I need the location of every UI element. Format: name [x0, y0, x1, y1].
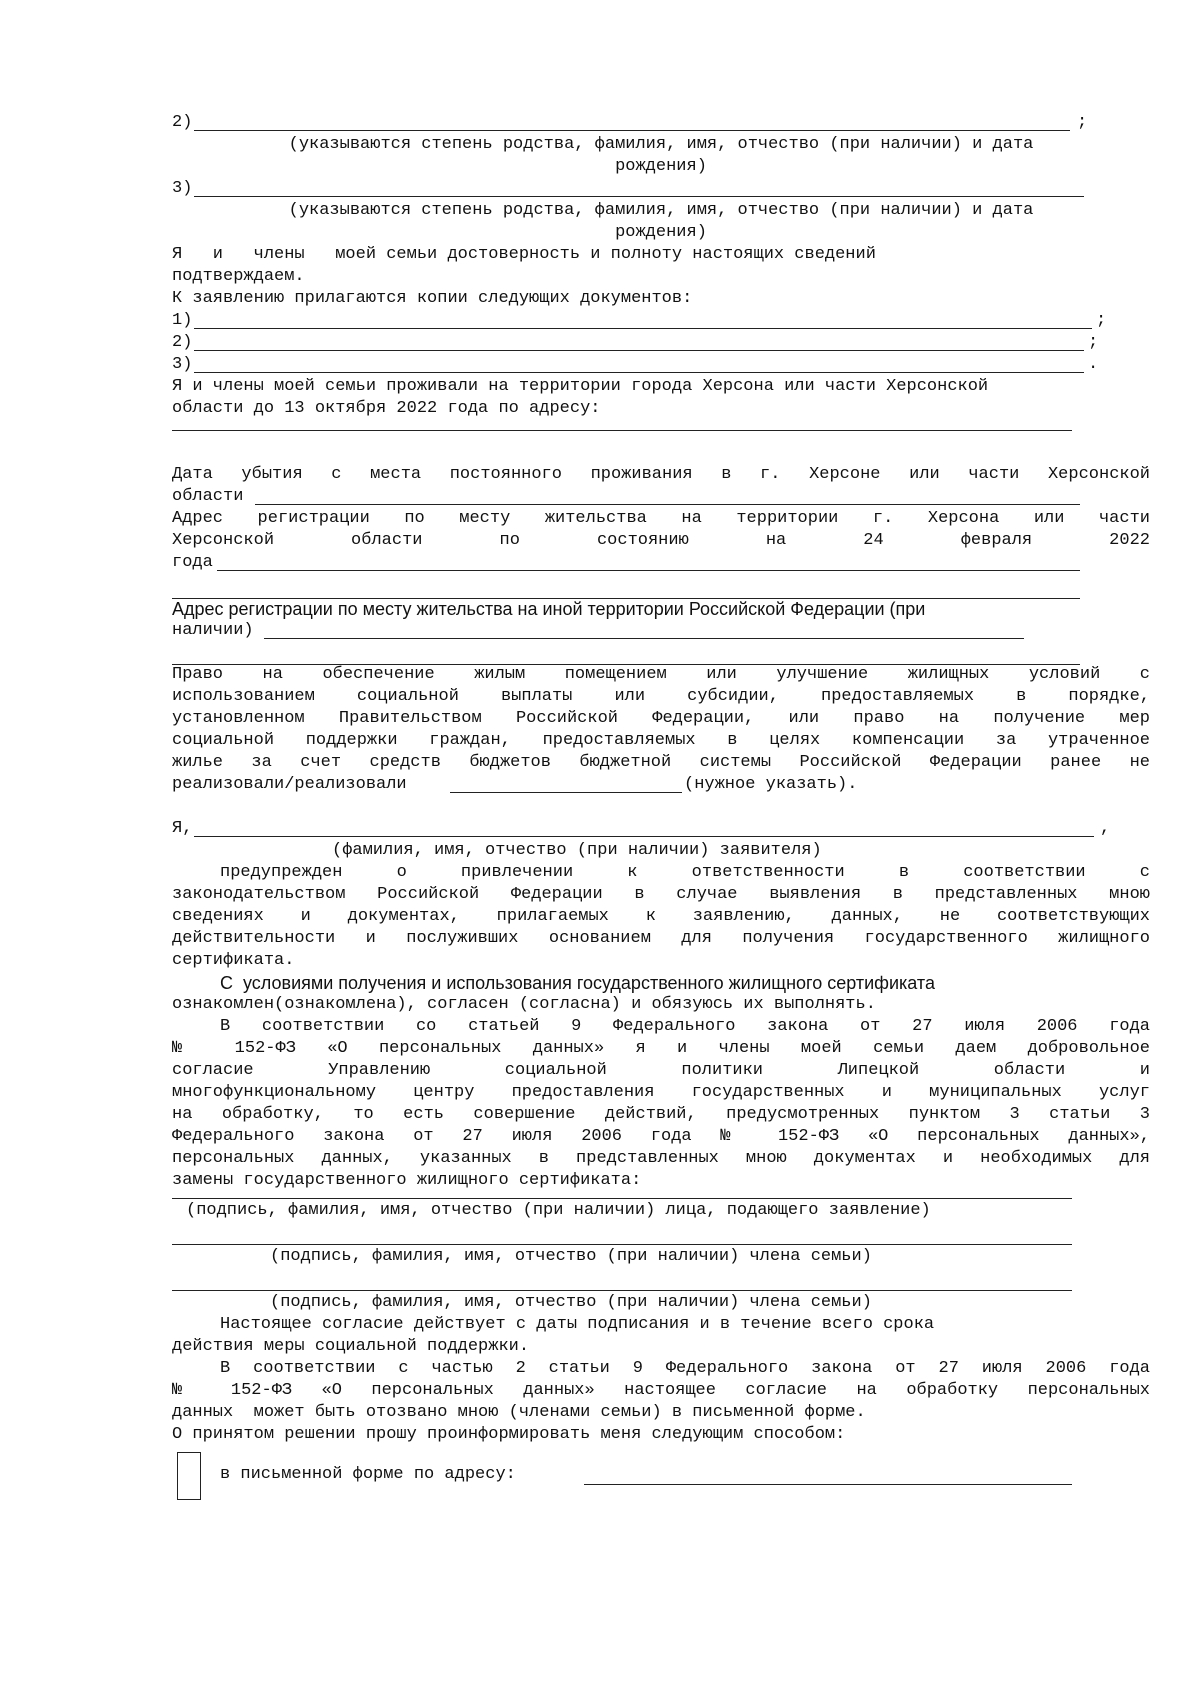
departure-date-field[interactable] [255, 504, 1080, 505]
member-2-number: 2) [172, 113, 193, 132]
right-text-4: социальной поддержки граждан, предоставляемых в целях компенсации за утраченное [172, 731, 1150, 750]
consent-text-7: персональных данных, указанных в представленных мною документах и необходимых для [172, 1149, 1150, 1168]
member-3-hint: (указываются степень родства, фамилия, имя, отчество (при наличии) и дата [288, 201, 1034, 220]
signature-member-1-field[interactable] [172, 1244, 1072, 1245]
member-3-field[interactable] [194, 196, 1084, 197]
registration-other-field[interactable] [264, 638, 1024, 639]
registration-kherson-text-end: года [172, 553, 213, 572]
right-text-6: реализовали/реализовали [172, 775, 407, 794]
member-2-field[interactable] [194, 130, 1070, 131]
signature-member-2-field[interactable] [172, 1290, 1072, 1291]
warning-text-3: сведениях и документах, прилагаемых к заявлению, данных, не соответствующих [172, 907, 1150, 926]
attachment-1-number: 1) [172, 311, 193, 330]
attachment-2-field[interactable] [194, 350, 1084, 351]
consent-text-6: Федерального закона от 27 июля 2006 года № 152-ФЗ «О персональных данных», [172, 1127, 1150, 1146]
conditions-text-2: ознакомлен(ознакомлена), согласен (согласна) и обязуюсь их выполнять. [172, 995, 876, 1014]
warning-text-4: действительности и послуживших основанием для получения государственного жилищного [172, 929, 1150, 948]
withdrawal-text-3: данных может быть отозвано мною (членами семьи) в письменной форме. [172, 1403, 866, 1422]
warning-text-1: предупрежден о привлечении к ответственности в соответствии с [220, 863, 1150, 882]
attachment-2-number: 2) [172, 333, 193, 352]
registration-kherson-text-cont: Херсонской области по состоянию на 24 февраля 2022 [172, 531, 1150, 550]
right-text-3: установленном Правительством Российской Федерации, или право на получение мер [172, 709, 1150, 728]
right-choice-field[interactable] [450, 792, 682, 793]
attachment-2-end: ; [1088, 333, 1099, 352]
attachment-3-number: 3) [172, 355, 193, 374]
residence-text-cont: области до 13 октября 2022 года по адресу: [172, 399, 601, 418]
consent-text-4: многофункциональному центру предоставления государственных и муниципальных услуг [172, 1083, 1150, 1102]
written-form-checkbox[interactable] [177, 1452, 201, 1500]
applicant-prefix: Я, [172, 819, 193, 838]
departure-text-cont: области [172, 487, 244, 506]
attachment-1-end: ; [1096, 311, 1107, 330]
validity-text-2: действия меры социальной поддержки. [172, 1337, 530, 1356]
right-text-6-end: (нужное указать). [684, 775, 858, 794]
registration-other-text: Адрес регистрации по месту жительства на иной территории Российской Федерации (при [172, 599, 926, 619]
member-2-hint-cont: рождения) [615, 157, 707, 176]
signature-applicant-hint: (подпись, фамилия, имя, отчество (при наличии) лица, подающего заявление) [186, 1201, 931, 1220]
attachment-1-field[interactable] [194, 328, 1092, 329]
member-3-number: 3) [172, 179, 193, 198]
written-form-address-field[interactable] [584, 1484, 1072, 1485]
consent-text-1: В соответствии со статьей 9 Федерального закона от 27 июля 2006 года [220, 1017, 1150, 1036]
residence-text: Я и члены моей семьи проживали на территории города Херсона или части Херсонской [172, 377, 989, 396]
written-form-label: в письменной форме по адресу: [220, 1465, 516, 1484]
warning-text-2: законодательством Российской Федерации в случае выявления в представленных мною [172, 885, 1150, 904]
consent-text-5: на обработку, то есть совершение действий, предусмотренных пунктом 3 статьи 3 [172, 1105, 1150, 1124]
residence-address-field[interactable] [172, 430, 1072, 431]
conditions-text-1: С условиями получения и использования государственного жилищного сертификата [220, 973, 935, 993]
registration-kherson-field[interactable] [217, 570, 1080, 571]
attachments-title: К заявлению прилагаются копии следующих документов: [172, 289, 693, 308]
departure-text: Дата убытия с места постоянного проживания в г. Херсоне или части Херсонской [172, 465, 1150, 484]
registration-kherson-text: Адрес регистрации по месту жительства на территории г. Херсона или части [172, 509, 1150, 528]
confirm-text: Я и члены моей семьи достоверность и полноту настоящих сведений [172, 245, 876, 264]
notify-title: О принятом решении прошу проинформировать меня следующим способом: [172, 1425, 846, 1444]
member-3-row [172, 178, 192, 200]
member-3-hint-cont: рождения) [615, 223, 707, 242]
signature-member-1-hint: (подпись, фамилия, имя, отчество (при наличии) члена семьи) [270, 1247, 872, 1266]
withdrawal-text-1: В соответствии с частью 2 статьи 9 Федерального закона от 27 июля 2006 года [220, 1359, 1150, 1378]
consent-text-2: № 152-ФЗ «О персональных данных» я и члены моей семьи даем добровольное [172, 1039, 1150, 1058]
member-2-row [172, 112, 192, 134]
attachment-3-field[interactable] [194, 372, 1084, 373]
withdrawal-text-2: № 152-ФЗ «О персональных данных» настоящее согласие на обработку персональных [172, 1381, 1150, 1400]
warning-text-5: сертификата. [172, 951, 295, 970]
attachment-3-end: . [1088, 355, 1099, 374]
member-2-end: ; [1077, 113, 1088, 132]
applicant-hint: (фамилия, имя, отчество (при наличии) заявителя) [332, 841, 822, 860]
applicant-name-field[interactable] [194, 836, 1094, 837]
right-text-2: использованием социальной выплаты или субсидии, предоставляемых в порядке, [172, 687, 1150, 706]
consent-text-3: согласие Управлению социальной политики Липецкой области и [172, 1061, 1150, 1080]
signature-applicant-field[interactable] [172, 1198, 1072, 1199]
right-text-1: Право на обеспечение жилым помещением или улучшение жилищных условий с [172, 665, 1150, 684]
confirm-text-cont: подтверждаем. [172, 267, 305, 286]
consent-text-8: замены государственного жилищного сертификата: [172, 1171, 642, 1190]
applicant-suffix: , [1100, 819, 1111, 838]
member-2-hint: (указываются степень родства, фамилия, имя, отчество (при наличии) и дата [288, 135, 1034, 154]
right-text-5: жилье за счет средств бюджетов бюджетной системы Российской Федерации ранее не [172, 753, 1150, 772]
validity-text-1: Настоящее согласие действует с даты подписания и в течение всего срока [220, 1315, 935, 1334]
signature-member-2-hint: (подпись, фамилия, имя, отчество (при наличии) члена семьи) [270, 1293, 872, 1312]
registration-other-text-cont: наличии) [172, 621, 254, 640]
